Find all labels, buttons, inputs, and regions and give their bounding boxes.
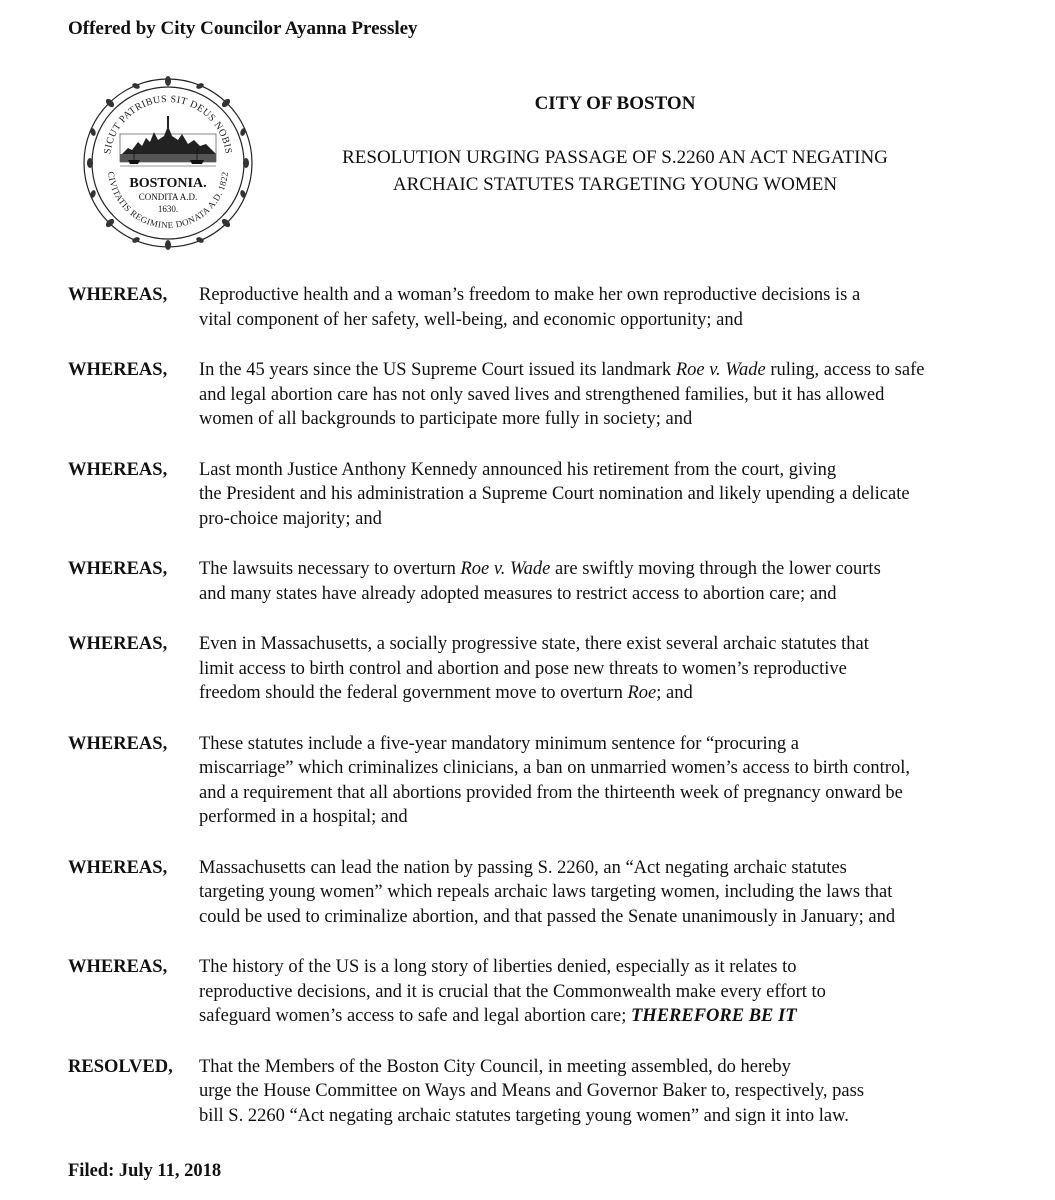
clause-line: [199, 805, 1028, 830]
clause-text-segment: and a requirement that all abortions provided from the thirteenth week of pregnancy onward be: [199, 782, 903, 803]
clause-text-segment: women of all backgrounds to participate more fully in society; and: [199, 409, 693, 429]
whereas-clause: [68, 856, 1028, 930]
clause-line: [199, 1079, 1028, 1104]
clause-label: WHEREAS,: [68, 733, 168, 754]
whereas-clause: [68, 632, 1028, 706]
clause-line: [199, 905, 1028, 930]
clause-line: [199, 283, 1028, 308]
clause-line: [199, 557, 1028, 582]
clause-text-segment: freedom should the federal government move to overturn: [199, 683, 628, 703]
case-name: Roe v. Wade: [675, 360, 766, 380]
clause-text: [199, 856, 1028, 930]
clause-label: WHEREAS,: [68, 360, 168, 380]
clause-text-segment: miscarriage” which criminalizes clinicians, a ban on unmarried women’s access to birth control,: [199, 758, 910, 778]
clause-text-segment: safeguard women’s access to safe and legal abortion care;: [199, 1006, 631, 1026]
seal-year: 1630.: [157, 204, 179, 214]
clause-text-segment: Last month Justice Anthony Kennedy announced his retirement from the court, giving: [199, 459, 837, 480]
clause-text-segment: could be used to criminalize abortion, and that passed the Senate unanimously in January; and: [199, 906, 896, 927]
seal-condita: CONDITA A.D.: [138, 192, 198, 202]
clause-text-segment: The history of the US is a long story of liberties denied, especially as it relates to: [199, 957, 797, 977]
clause-text-segment: These statutes include a five-year mandatory minimum sentence for “procuring a: [199, 733, 799, 754]
clause-line: [199, 756, 1028, 781]
resolution-title-line: ARCHAIC STATUTES TARGETING YOUNG WOMEN: [392, 174, 838, 195]
clause-text: [199, 283, 1028, 332]
clause-line: [199, 458, 1028, 483]
clause-text-segment: vital component of her safety, well-being, and economic opportunity; and: [199, 309, 743, 330]
clause-text-segment: and legal abortion care has not only saved lives and strengthened families, but it has allowed: [199, 384, 885, 405]
clause-line: [199, 308, 1028, 333]
clause-label: WHEREAS,: [68, 957, 168, 977]
clause-text: [199, 1055, 1028, 1129]
case-name: Roe: [627, 683, 657, 703]
therefore-phrase: THEREFORE BE IT: [631, 1006, 797, 1026]
clause-text-segment: targeting young women” which repeals archaic laws targeting women, including the laws that: [199, 882, 893, 902]
clause-text-segment: urge the House Committee on Ways and Means and Governor Baker to, respectively, pass: [199, 1081, 865, 1101]
filed-date: Filed: July 11, 2018: [68, 1161, 222, 1181]
clause-text: [199, 955, 1028, 1029]
clause-line: [199, 632, 1028, 657]
clause-line: [199, 358, 1028, 383]
clause-label: WHEREAS,: [68, 285, 168, 305]
clause-text: [199, 632, 1028, 706]
clause-text: [199, 458, 1028, 532]
clause-text-segment: In the 45 years since the US Supreme Court issued its landmark: [199, 360, 676, 380]
clause-line: [199, 1055, 1028, 1080]
clause-line: [199, 880, 1028, 905]
clause-label: WHEREAS,: [68, 857, 168, 878]
clause-text-segment: bill S. 2260 “Act negating archaic statutes targeting young women” and sign it into law.: [199, 1105, 849, 1126]
clause-line: [199, 482, 1028, 507]
clause-text-segment: Massachusetts can lead the nation by passing S. 2260, an “Act negating archaic statutes: [199, 857, 847, 878]
resolution-title-line: RESOLUTION URGING PASSAGE OF S.2260 AN ACT NEGATING: [342, 147, 888, 168]
clause-line: [199, 732, 1028, 757]
clause-line: [199, 856, 1028, 881]
clause-line: [199, 582, 1028, 607]
clause-line: [199, 1104, 1028, 1129]
seal-top-motto: SICUT PATRIBUS SIT DEUS NOBIS: [102, 93, 234, 155]
clause-text-segment: performed in a hospital; and: [199, 807, 408, 827]
clause-line: [199, 980, 1028, 1005]
clause-text-segment: the President and his administration a Supreme Court nomination and likely upending a delicate: [199, 484, 910, 504]
clause-text-segment: pro-choice majority; and: [199, 508, 382, 529]
resolved-clause: [68, 1055, 1028, 1129]
whereas-clause: [68, 358, 1028, 432]
clause-line: [199, 955, 1028, 980]
resolution-clauses: [68, 283, 1028, 1128]
clause-text-segment: That the Members of the Boston City Council, in meeting assembled, do hereby: [199, 1056, 791, 1077]
clause-label: RESOLVED,: [68, 1056, 173, 1077]
case-name: Roe v. Wade: [460, 559, 551, 579]
whereas-clause: [68, 732, 1028, 830]
whereas-clause: [68, 557, 1028, 606]
clause-text-segment: The lawsuits necessary to overturn: [199, 559, 461, 579]
clause-line: [199, 657, 1028, 682]
seal-name: BOSTONIA.: [129, 176, 207, 191]
clause-label: WHEREAS,: [68, 559, 168, 579]
clause-text-segment: ruling, access to safe: [765, 360, 925, 380]
clause-text: [199, 557, 1028, 606]
city-heading: CITY OF BOSTON: [534, 93, 696, 114]
clause-label: WHEREAS,: [68, 459, 168, 480]
whereas-clause: [68, 458, 1028, 532]
clause-line: [199, 407, 1028, 432]
whereas-clause: [68, 955, 1028, 1029]
whereas-clause: [68, 283, 1028, 332]
clause-label: WHEREAS,: [68, 634, 168, 654]
clause-text: [199, 732, 1028, 830]
clause-text-segment: and many states have already adopted measures to restrict access to abortion care; and: [199, 583, 837, 604]
clause-text: [199, 358, 1028, 432]
clause-line: [199, 781, 1028, 806]
clause-text-segment: limit access to birth control and abortion and pose new threats to women’s reproductive: [199, 658, 847, 679]
clause-line: [199, 383, 1028, 408]
clause-text-segment: Reproductive health and a woman’s freedom to make her own reproductive decisions is a: [199, 285, 861, 305]
clause-text-segment: ; and: [656, 683, 693, 703]
clause-line: [199, 1004, 1028, 1029]
clause-text-segment: Even in Massachusetts, a socially progressive state, there exist several archaic statutes that: [199, 634, 869, 654]
city-seal: [80, 68, 255, 258]
clause-text-segment: are swiftly moving through the lower courts: [550, 559, 881, 579]
clause-text-segment: reproductive decisions, and it is crucial that the Commonwealth make every effort to: [199, 981, 826, 1002]
resolution-title: [295, 144, 935, 198]
clause-line: [199, 507, 1028, 532]
document-header: [290, 90, 940, 198]
offered-by: Offered by City Councilor Ayanna Pressley: [68, 18, 418, 39]
seal-bottom-motto: CIVITATIS REGIMINE DONATA A.D. 1822: [106, 170, 230, 231]
clause-line: [199, 681, 1028, 706]
